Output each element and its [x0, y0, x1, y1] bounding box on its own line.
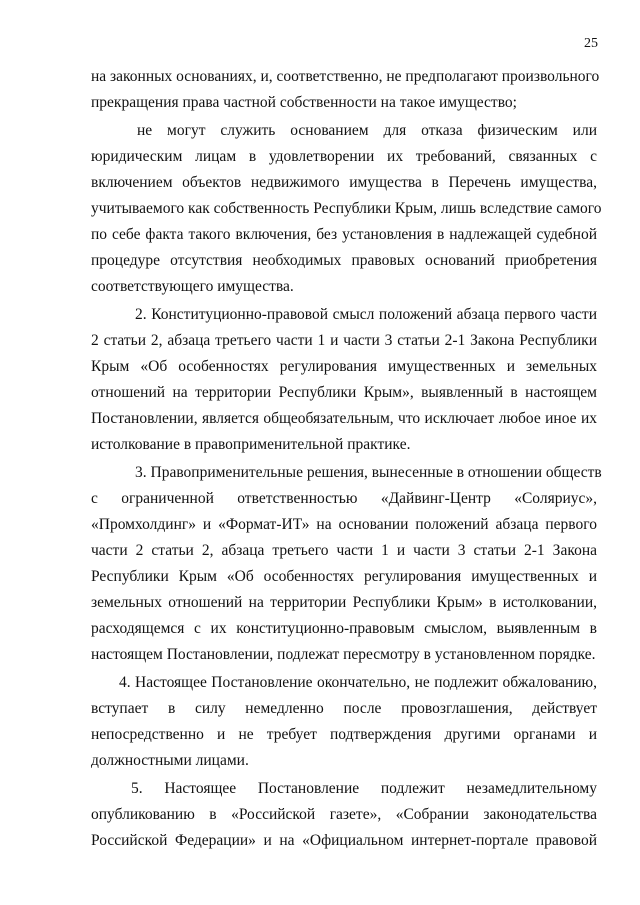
- text-line: Республики Крым «Об особенностях регулирования имущественных и: [91, 568, 597, 585]
- text-line: 2. Конституционно-правовой смысл положений абзаца первого части: [135, 306, 597, 323]
- paragraph-2: [91, 118, 602, 300]
- text-line: не могут служить основанием для отказа физическим или: [137, 122, 597, 139]
- text-line: земельных отношений на территории Республики Крым» в истолковании,: [91, 594, 597, 611]
- text-line: по себе факта такого включения, без установления в надлежащей судебной: [91, 226, 597, 243]
- text-line: 2 статьи 2, абзаца третьего части 1 и части 3 статьи 2-1 Закона Республики: [91, 332, 597, 349]
- text-line: соответствующего имущества.: [91, 278, 294, 295]
- text-line: Крым «Об особенностях регулирования имущественных и земельных: [91, 358, 597, 375]
- text-line: юридическим лицам в удовлетворении их требований, связанных с: [91, 148, 597, 165]
- text-line: части 2 статьи 2, абзаца третьего части 1 и части 3 статьи 2-1 Закона: [91, 542, 597, 559]
- text-line: истолкование в правоприменительной практике.: [91, 436, 411, 453]
- paragraph-6: [91, 776, 597, 854]
- text-line: учитываемого как собственность Республики Крым, лишь вследствие самого: [91, 200, 602, 217]
- text-line: 5. Настоящее Постановление подлежит незамедлительному: [131, 780, 597, 797]
- text-line: прекращения права частной собственности на такое имущество;: [91, 94, 517, 111]
- text-line: опубликованию в «Российской газете», «Собрании законодательства: [91, 806, 597, 823]
- text-line: «Промхолдинг» и «Формат-ИТ» на основании положений абзаца первого: [91, 516, 597, 533]
- text-line: отношений на территории Республики Крым», выявленный в настоящем: [91, 384, 597, 401]
- text-line: Российской Федерации» и на «Официальном интернет-портале правовой: [91, 832, 597, 849]
- text-line: 3. Правоприменительные решения, вынесенные в отношении обществ: [135, 464, 602, 481]
- text-line: расходящемся с их конституционно-правовым смыслом, выявленным в: [91, 620, 597, 637]
- paragraph-4: [91, 460, 602, 668]
- text-line: непосредственно и не требует подтверждения другими органами и: [91, 726, 597, 743]
- paragraph-1: [91, 64, 600, 116]
- text-line: Постановлении, является общеобязательным, что исключает любое иное их: [91, 410, 597, 427]
- text-line: на законных основаниях, и, соответственно, не предполагают произвольного: [91, 68, 600, 85]
- text-line: вступает в силу немедленно после провозглашения, действует: [91, 700, 597, 717]
- document-body: [91, 64, 602, 854]
- paragraph-5: [91, 670, 597, 774]
- text-line: процедуре отсутствия необходимых правовых оснований приобретения: [91, 252, 597, 269]
- text-line: настоящем Постановлении, подлежат пересмотру в установленном порядке.: [91, 646, 596, 663]
- paragraph-3: [91, 302, 597, 458]
- text-line: должностными лицами.: [91, 752, 249, 769]
- page-number: 25: [584, 36, 598, 51]
- text-line: с ограниченной ответственностью «Дайвинг-Центр «Соляриус»,: [91, 490, 597, 507]
- text-line: включением объектов недвижимого имущества в Перечень имущества,: [91, 174, 597, 191]
- text-line: 4. Настоящее Постановление окончательно, не подлежит обжалованию,: [119, 674, 597, 691]
